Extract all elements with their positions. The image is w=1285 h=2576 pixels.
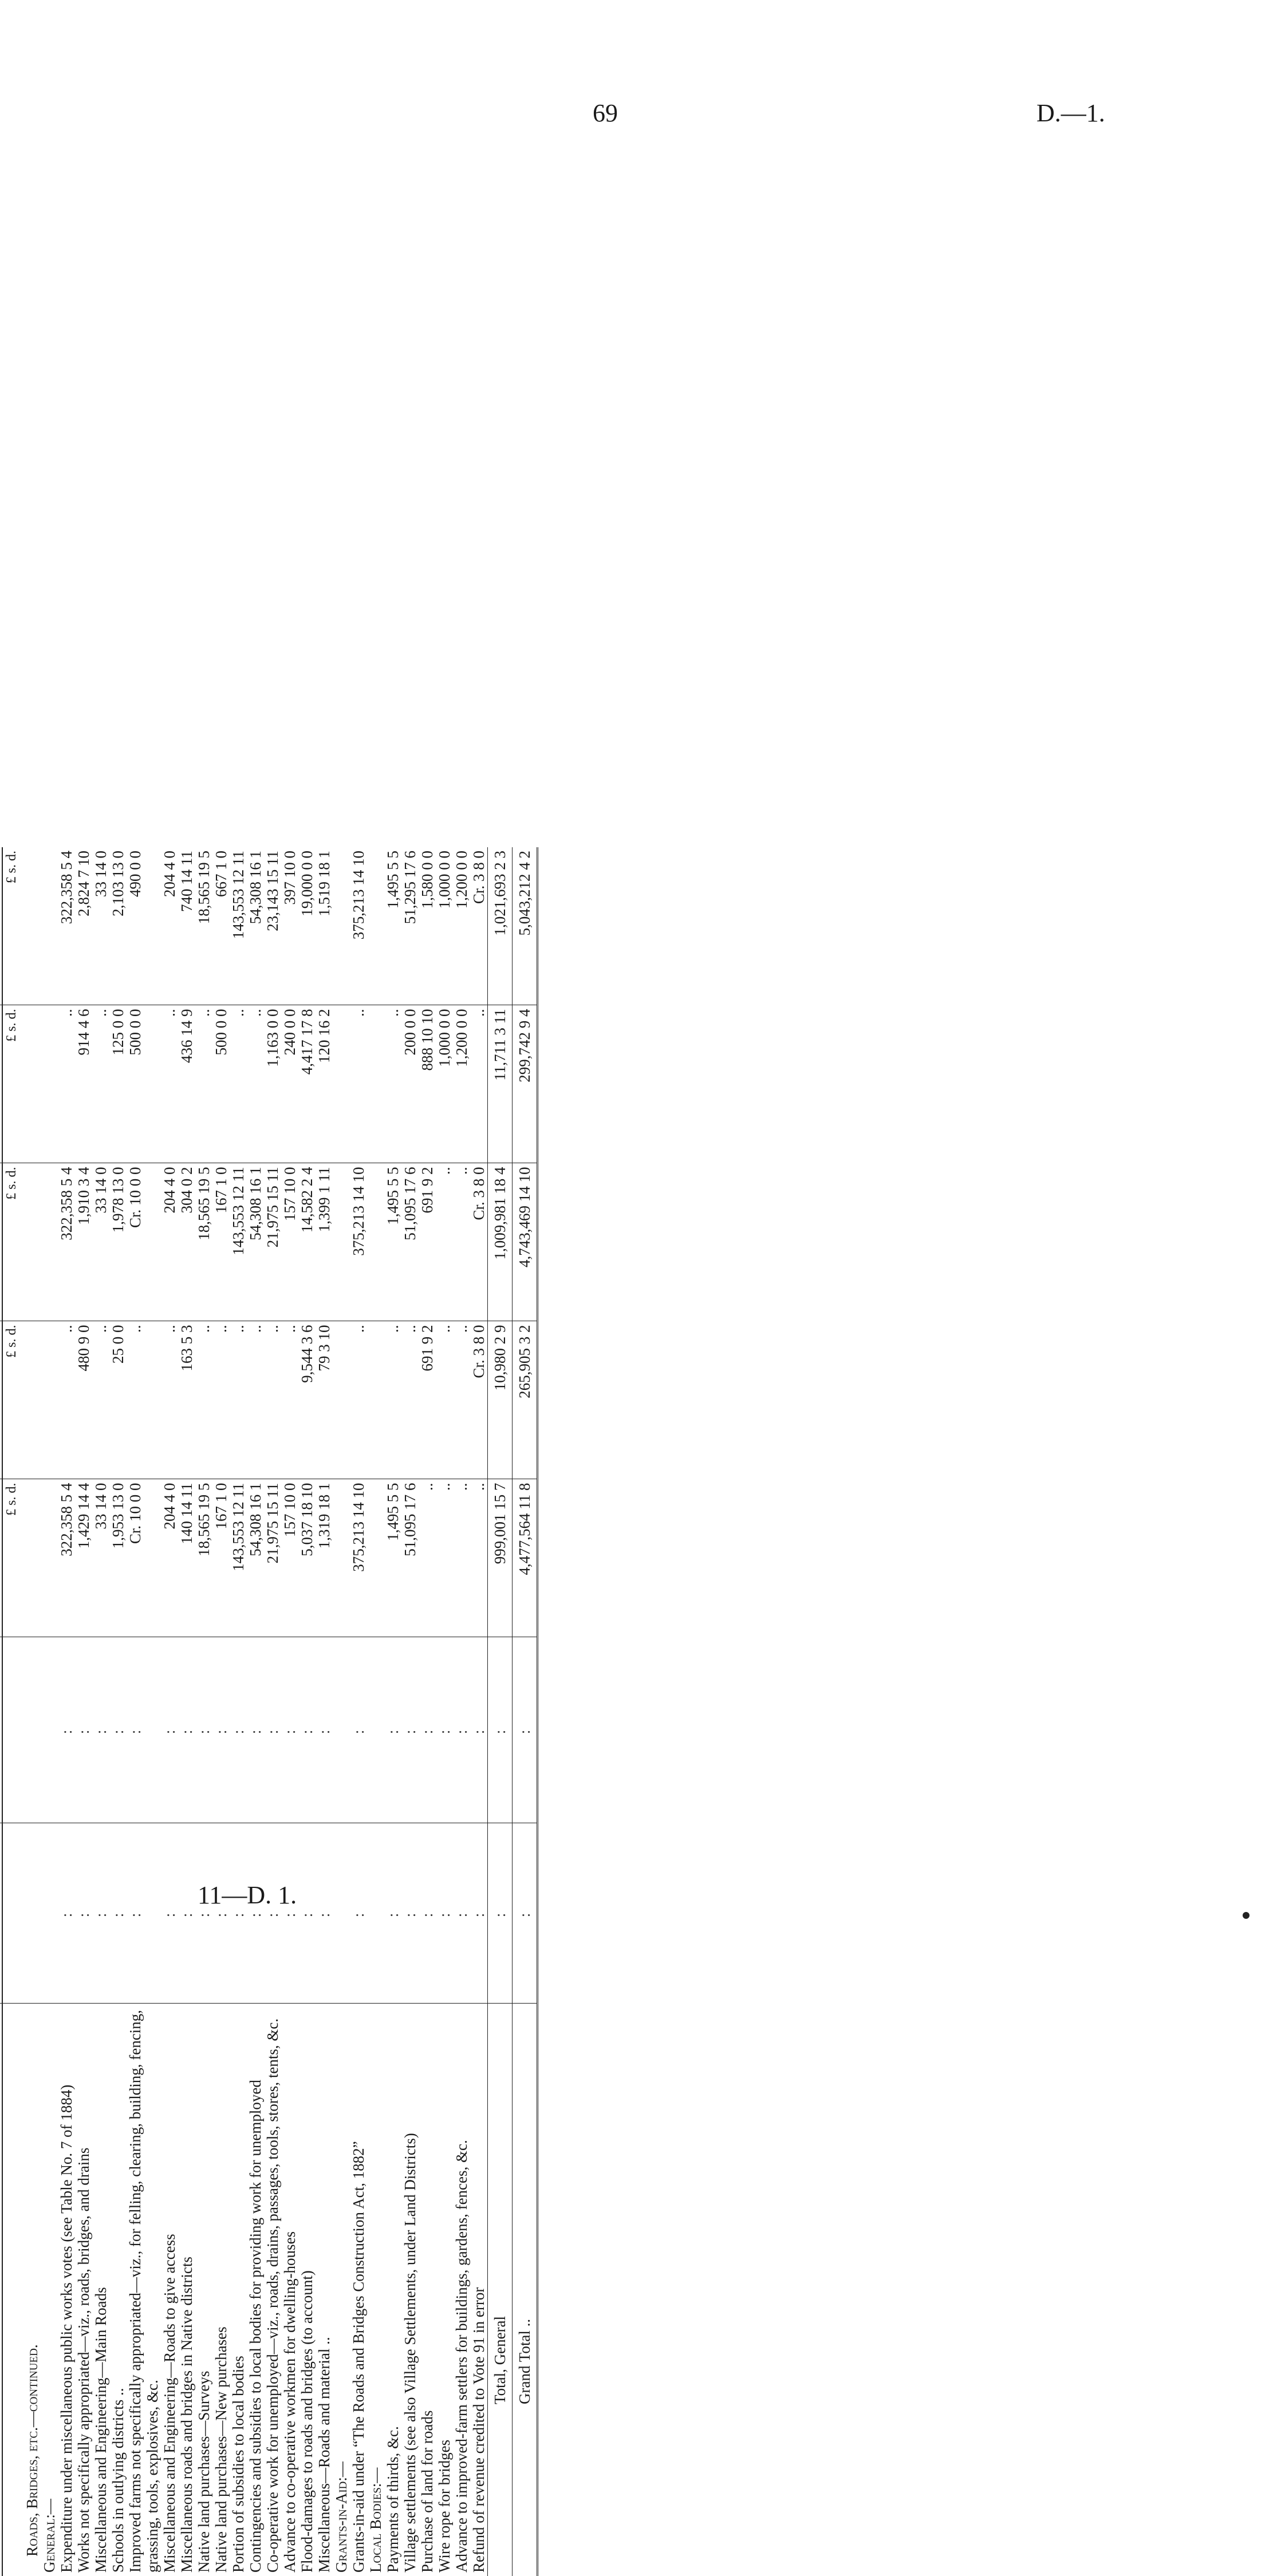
table-row [384,847,401,2576]
units-label: £ s. d. [2,1163,23,1321]
amount-cell [333,1163,350,1321]
amount-cell: 480 9 0 [75,1321,92,1479]
amount-cell: 51,295 17 6 [401,847,419,1005]
work-name: Roads, Bridges, etc.—continued. [23,2344,41,2557]
amount-cell: .. [453,1321,470,1479]
county-cell: : [127,1823,161,2004]
electorate-cell: : [195,1637,212,1823]
table-row [92,847,109,2576]
amount-cell: 140 14 11 [178,1479,195,1637]
county-cell: : [92,1823,109,2004]
total-amount-cell: 999,001 15 7 [488,1479,513,1637]
county-cell: : [384,1823,401,2004]
amount-cell [333,847,350,1005]
amount-cell: 397 10 0 [281,847,298,1005]
amount-cell: .. [384,1005,401,1163]
total-amount-cell: 265,905 3 2 [513,1321,538,1479]
work-name: Miscellaneous roads and bridges in Native districts [178,2257,195,2573]
total-amount-cell: 1,021,693 2 3 [488,847,513,1005]
amount-cell: .. [350,1005,367,1163]
total-amount-cell: 11,711 3 11 [488,1005,513,1163]
work-name: Native land purchases—Surveys [195,2370,212,2573]
work-name: Co-operative work for unemployed—viz., roads, drains, passages, tools, stores, tents, &c. [264,2018,281,2573]
amount-cell: .. [453,1163,470,1321]
amount-cell: 51,095 17 6 [401,1163,419,1321]
amount-cell: 1,200 0 0 [453,847,470,1005]
amount-cell: .. [436,1479,453,1637]
electorate-cell: : [264,1637,281,1823]
amount-cell: .. [436,1163,453,1321]
electorate-cell: : [127,1637,161,1823]
county-cell: : [230,1823,247,2004]
units-label: £ s. d. [2,1321,23,1479]
electorate-cell: : [513,1637,538,1823]
total-amount-cell: 4,743,469 14 10 [513,1163,538,1321]
electorate-cell: : [350,1637,367,1823]
amount-cell: .. [247,1321,264,1479]
amount-cell: .. [195,1321,212,1479]
amount-cell: 23,143 15 11 [264,847,281,1005]
table-row [247,847,264,2576]
work-name: Advance to co-operative workmen for dwelling-houses [281,2231,298,2573]
table-row [281,847,298,2576]
county-cell: : [436,1823,453,2004]
county-cell [367,1823,384,2004]
work-name: Village settlements (see also Village Settlements, under Land Districts) [401,2133,419,2573]
work-name: Advance to improved-farm settlers for buildings, gardens, fences, &c. [453,2140,470,2573]
amount-cell [41,1163,58,1321]
amount-cell: 163 5 3 [178,1321,195,1479]
ink-dot [1243,1912,1249,1919]
amount-cell [367,847,384,1005]
total-label: Total, General [488,2004,513,2576]
amount-cell: .. [419,1479,436,1637]
electorate-cell: : [109,1637,127,1823]
county-cell: : [75,1823,92,2004]
amount-cell: 19,000 0 0 [298,847,316,1005]
electorate-cell: : [212,1637,230,1823]
county-cell: : [195,1823,212,2004]
amount-cell: 167 1 0 [212,1479,230,1637]
amount-cell [23,1163,41,1321]
amount-cell [367,1479,384,1637]
amount-cell: 1,495 5 5 [384,1163,401,1321]
amount-cell: .. [436,1321,453,1479]
amount-cell: 200 0 0 [401,1005,419,1163]
amount-cell: 79 3 10 [316,1321,333,1479]
amount-cell: 204 4 0 [161,1479,178,1637]
work-name: Payments of thirds, &c. [384,2426,401,2573]
table-row [109,847,127,2576]
county-cell: : [470,1823,488,2004]
county-cell: : [298,1823,316,2004]
amount-cell: .. [92,1321,109,1479]
amount-cell: 157 10 0 [281,1163,298,1321]
amount-cell [41,847,58,1005]
amount-cell: 157 10 0 [281,1479,298,1637]
county-cell [23,1823,41,2004]
work-name: Miscellaneous—Roads and material .. [316,2337,333,2573]
amount-cell: 691 9 2 [419,1163,436,1321]
units-label: £ s. d. [2,1479,23,1637]
table-row [195,847,212,2576]
electorate-cell: : [298,1637,316,1823]
work-name: Purchase of land for roads [419,2410,436,2573]
amount-cell: 33 14 0 [92,1479,109,1637]
table-row [161,847,178,2576]
amount-cell [333,1479,350,1637]
amount-cell: 143,553 12 11 [230,1479,247,1637]
amount-cell: 33 14 0 [92,847,109,1005]
amount-cell [333,1005,350,1163]
units-blank [2,2004,23,2576]
table-row [58,847,75,2576]
work-name: Native land purchases—New purchases [212,2326,230,2573]
amount-cell [41,1005,58,1163]
amount-cell: 1,978 13 0 [109,1163,127,1321]
electorate-cell: : [161,1637,178,1823]
county-cell: : [161,1823,178,2004]
amount-cell: 120 16 2 [316,1005,333,1163]
electorate-cell: : [230,1637,247,1823]
amount-cell: 54,308 16 1 [247,847,264,1005]
work-name: Works not specifically appropriated—viz., roads, bridges, and drains [75,2147,92,2573]
amount-cell: 1,519 18 1 [316,847,333,1005]
amount-cell: 1,495 5 5 [384,1479,401,1637]
work-name: General:— [41,2499,58,2573]
amount-cell: .. [384,1321,401,1479]
page-number: 69 [593,99,618,127]
amount-cell [41,1321,58,1479]
county-cell: : [453,1823,470,2004]
electorate-cell [23,1637,41,1823]
amount-cell: .. [350,1321,367,1479]
county-cell: : [109,1823,127,2004]
amount-cell: 691 9 2 [419,1321,436,1479]
county-cell: : [419,1823,436,2004]
amount-cell: Cr. 10 0 0 [127,1163,161,1321]
amount-cell [41,1479,58,1637]
total-amount-cell: 299,742 9 4 [513,1005,538,1163]
county-cell: : [316,1823,333,2004]
work-name: Expenditure under miscellaneous public works votes (see Table No. 7 of 1884) [58,2084,75,2573]
amount-cell: 33 14 0 [92,1163,109,1321]
work-name: Flood-damages to roads and bridges (to account) [298,2270,316,2573]
amount-cell: 240 0 0 [281,1005,298,1163]
amount-cell: 143,553 12 11 [230,847,247,1005]
county-cell [41,1823,58,2004]
amount-cell: Cr. 3 8 0 [470,847,488,1005]
amount-cell: 1,200 0 0 [453,1005,470,1163]
county-cell: : [247,1823,264,2004]
amount-cell: 500 0 0 [127,1005,161,1163]
amount-cell: 375,213 14 10 [350,1163,367,1321]
amount-cell: 1,429 14 4 [75,1479,92,1637]
report-code: D.—1. [1036,99,1105,127]
county-cell [333,1823,350,2004]
amount-cell: 2,103 13 0 [109,847,127,1005]
table-row [212,847,230,2576]
total-general-row [488,847,513,2576]
amount-cell: Cr. 10 0 0 [127,1479,161,1637]
amount-cell: 167 1 0 [212,1163,230,1321]
table-row [470,847,488,2576]
table-row [264,847,281,2576]
amount-cell: .. [247,1005,264,1163]
county-cell: : [350,1823,367,2004]
county-cell: : [281,1823,298,2004]
expenditure-table [0,847,538,2576]
amount-cell [333,1321,350,1479]
amount-cell: 1,319 18 1 [316,1479,333,1637]
amount-cell: 204 4 0 [161,847,178,1005]
amount-cell [23,1321,41,1479]
amount-cell: Cr. 3 8 0 [470,1163,488,1321]
amount-cell: 4,417 17 8 [298,1005,316,1163]
electorate-cell [333,1637,350,1823]
total-amount-cell: 4,477,564 11 8 [513,1479,538,1637]
amount-cell: 1,399 1 11 [316,1163,333,1321]
amount-cell: 1,953 13 0 [109,1479,127,1637]
county-cell: : [178,1823,195,2004]
work-name: Miscellaneous and Engineering—Main Roads [92,2287,109,2573]
footer-code: 11—D. 1. [198,1881,297,1909]
table-row [298,847,316,2576]
amount-cell: 25 0 0 [109,1321,127,1479]
amount-cell [367,1163,384,1321]
section-row [367,847,384,2576]
rotated-table-sheet [0,847,876,2576]
amount-cell: .. [58,1321,75,1479]
amount-cell [23,847,41,1005]
amount-cell: Cr. 3 8 0 [470,1321,488,1479]
electorate-cell: : [453,1637,470,1823]
work-name: Wire rope for bridges [436,2439,453,2573]
electorate-cell: : [384,1637,401,1823]
electorate-cell: : [488,1637,513,1823]
amount-cell: 322,358 5 4 [58,1163,75,1321]
amount-cell: 375,213 14 10 [350,847,367,1005]
amount-cell: .. [195,1005,212,1163]
amount-cell: 1,000 0 0 [436,847,453,1005]
work-name: Refund of revenue credited to Vote 91 in error [470,2287,487,2573]
amount-cell: .. [470,1005,488,1163]
table-row [436,847,453,2576]
amount-cell: 204 4 0 [161,1163,178,1321]
units-label: £ s. d. [2,847,23,1005]
amount-cell: 914 4 6 [75,1005,92,1163]
county-cell: : [212,1823,230,2004]
amount-cell: 322,358 5 4 [58,847,75,1005]
work-name: Schools in outlying districts .. [109,2388,127,2573]
table-body [2,847,538,2576]
units-row [2,847,23,2576]
grand-total-row [513,847,538,2576]
units-label: £ s. d. [2,1005,23,1163]
table-row [316,847,333,2576]
amount-cell: 143,553 12 11 [230,1163,247,1321]
electorate-cell: : [436,1637,453,1823]
amount-cell: 490 0 0 [127,847,161,1005]
amount-cell: 667 1 0 [212,847,230,1005]
table-row [350,847,367,2576]
amount-cell: .. [230,1005,247,1163]
electorate-cell: : [58,1637,75,1823]
table-row [419,847,436,2576]
amount-cell: .. [212,1321,230,1479]
work-name: Contingencies and subsidies to local bodies for providing work for unemployed [247,2080,264,2573]
electorate-cell: : [247,1637,264,1823]
electorate-cell: : [419,1637,436,1823]
amount-cell: 740 14 11 [178,847,195,1005]
amount-cell: .. [127,1321,161,1479]
electorate-cell [367,1637,384,1823]
electorate-cell: : [75,1637,92,1823]
amount-cell: 888 10 10 [419,1005,436,1163]
amount-cell [23,1005,41,1163]
table-row [75,847,92,2576]
county-cell: : [401,1823,419,2004]
electorate-cell: : [316,1637,333,1823]
amount-cell: 1,580 0 0 [419,847,436,1005]
amount-cell: 2,824 7 10 [75,847,92,1005]
work-name: Miscellaneous and Engineering—Roads to give access [161,2234,178,2573]
county-cell: : [513,1823,538,2004]
amount-cell: 18,565 19 5 [195,1479,212,1637]
electorate-cell: : [92,1637,109,1823]
amount-cell: .. [161,1005,178,1163]
amount-cell: 21,975 15 11 [264,1479,281,1637]
amount-cell [367,1005,384,1163]
amount-cell: .. [230,1321,247,1479]
amount-cell [23,1479,41,1637]
table-row [453,847,470,2576]
amount-cell: 9,544 3 6 [298,1321,316,1479]
units-blank [2,1637,23,1823]
total-amount-cell: 10,980 2 9 [488,1321,513,1479]
table-row [127,847,161,2576]
amount-cell: .. [453,1479,470,1637]
amount-cell: .. [470,1479,488,1637]
work-name: Grants-in-Aid:— [333,2462,350,2573]
amount-cell: 21,975 15 11 [264,1163,281,1321]
amount-cell: 1,910 3 4 [75,1163,92,1321]
amount-cell: .. [92,1005,109,1163]
amount-cell: 14,582 2 4 [298,1163,316,1321]
amount-cell: 54,308 16 1 [247,1163,264,1321]
amount-cell: .. [58,1005,75,1163]
section-row [41,847,58,2576]
amount-cell: 18,565 19 5 [195,1163,212,1321]
amount-cell: .. [281,1321,298,1479]
electorate-cell: : [470,1637,488,1823]
amount-cell: 1,163 0 0 [264,1005,281,1163]
section-row [333,847,350,2576]
amount-cell: .. [161,1321,178,1479]
work-name: Improved farms not specifically appropriated—viz., for felling, clearing, building, fencing, grassing, tools, explosives, &c. [127,2010,161,2573]
work-name: Local Bodies:— [367,2467,384,2573]
amount-cell: 5,037 18 10 [298,1479,316,1637]
work-name: Grants-in-aid under “The Roads and Bridges Construction Act, 1882” [350,2141,367,2573]
table-row [230,847,247,2576]
county-cell: : [488,1823,513,2004]
electorate-cell: : [401,1637,419,1823]
units-blank [2,1823,23,2004]
amount-cell: 304 0 2 [178,1163,195,1321]
total-label: Grand Total .. [513,2004,538,2576]
amount-cell: 436 14 9 [178,1005,195,1163]
amount-cell: .. [264,1321,281,1479]
electorate-cell [41,1637,58,1823]
amount-cell: 500 0 0 [212,1005,230,1163]
amount-cell: 375,213 14 10 [350,1479,367,1637]
amount-cell: 18,565 19 5 [195,847,212,1005]
table-row [178,847,195,2576]
total-amount-cell: 1,009,981 18 4 [488,1163,513,1321]
county-cell: : [264,1823,281,2004]
amount-cell: 51,095 17 6 [401,1479,419,1637]
electorate-cell: : [178,1637,195,1823]
electorate-cell: : [281,1637,298,1823]
section-row [23,847,41,2576]
amount-cell: 54,308 16 1 [247,1479,264,1637]
amount-cell: 1,000 0 0 [436,1005,453,1163]
amount-cell: 1,495 5 5 [384,847,401,1005]
amount-cell: 322,358 5 4 [58,1479,75,1637]
county-cell: : [58,1823,75,2004]
amount-cell [367,1321,384,1479]
table-row [401,847,419,2576]
total-amount-cell: 5,043,212 4 2 [513,847,538,1005]
amount-cell: .. [401,1321,419,1479]
work-name: Portion of subsidies to local bodies [230,2356,247,2573]
amount-cell: 125 0 0 [109,1005,127,1163]
